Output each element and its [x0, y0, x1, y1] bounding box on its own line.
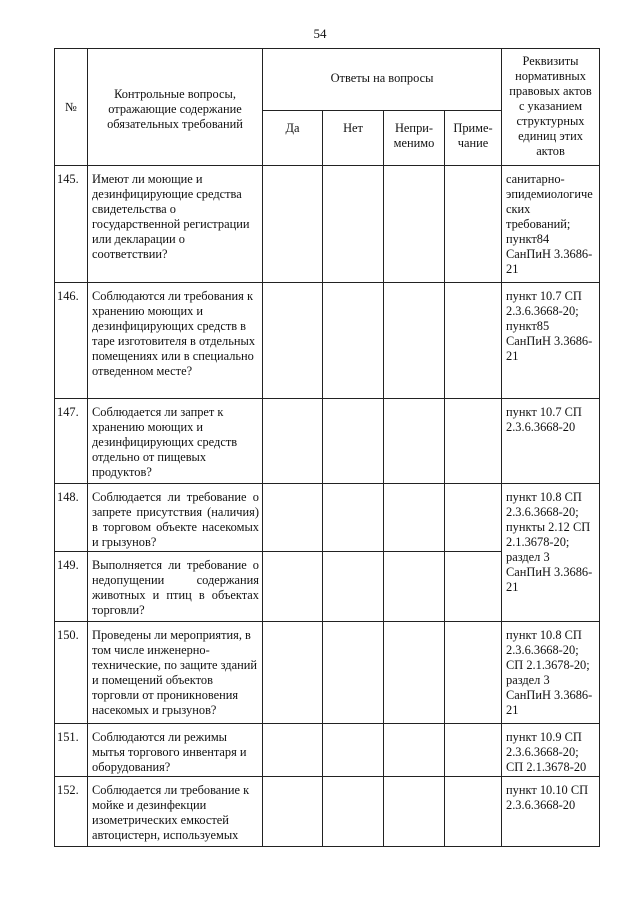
table-row	[55, 724, 600, 777]
answer-na-cell[interactable]	[384, 484, 445, 552]
row-number: 147.	[55, 399, 88, 484]
page-number: 54	[313, 26, 327, 41]
row-requisites	[502, 283, 600, 399]
answer-note-cell[interactable]	[445, 622, 502, 724]
answer-yes-cell[interactable]	[263, 777, 323, 847]
row-question: Соблюдается ли требование к мойке и дезинфекции изометрических емкостей автоцистерн, используемых	[88, 777, 263, 847]
header-number: №	[55, 49, 88, 166]
checklist-table	[54, 48, 600, 847]
header-requisites	[502, 49, 600, 166]
answer-note-cell[interactable]	[445, 777, 502, 847]
answer-note-cell[interactable]	[445, 399, 502, 484]
row-requisites	[502, 166, 600, 283]
requisite-line: СП 2.1.3678-20	[506, 760, 587, 774]
answer-no-cell[interactable]	[323, 777, 384, 847]
row-question: Соблюдается ли запрет к хранению моющих и дезинфицирующих средств отдельно от пищевых продуктов?	[88, 399, 263, 484]
requisite-line: санитарно-	[506, 172, 565, 186]
row-question: Соблюдается ли требование о запрете присутствия (наличия) в торговом объекте насекомых и грызунов?	[88, 484, 263, 552]
requisite-line: 2.3.6.3668-20;	[506, 505, 579, 519]
requisite-line: СанПиН 3.3686-	[506, 565, 593, 579]
table-row	[55, 166, 600, 283]
table-row	[55, 777, 600, 847]
requisite-line: пункт 10.7 СП	[506, 405, 582, 419]
requisite-line: СанПиН 3.3686-	[506, 334, 593, 348]
requisite-line: требований;	[506, 217, 571, 231]
header-requisites-line: нормативных	[515, 69, 586, 83]
requisite-line: раздел 3	[506, 550, 550, 564]
requisite-line: пункты 2.12 СП	[506, 520, 591, 534]
answer-yes-cell[interactable]	[263, 552, 323, 622]
header-no: Нет	[323, 111, 384, 166]
row-number: 149.	[55, 552, 88, 622]
answer-note-cell[interactable]	[445, 484, 502, 552]
requisite-line: СанПиН 3.3686-	[506, 247, 593, 261]
answer-yes-cell[interactable]	[263, 724, 323, 777]
requisite-line: ских	[506, 202, 531, 216]
answer-note-cell[interactable]	[445, 166, 502, 283]
answer-yes-cell[interactable]	[263, 283, 323, 399]
header-not-applicable	[384, 111, 445, 166]
answer-no-cell[interactable]	[323, 724, 384, 777]
row-number: 152.	[55, 777, 88, 847]
answer-na-cell[interactable]	[384, 166, 445, 283]
row-question: Проведены ли мероприятия, в том числе инженерно-технические, по защите зданий и помещений объектов торговли от проникновения насекомых и грызунов?	[88, 622, 263, 724]
requisite-line: 2.3.6.3668-20	[506, 798, 576, 812]
header-note-line: чание	[457, 136, 489, 150]
answer-na-cell[interactable]	[384, 399, 445, 484]
row-requisites	[502, 399, 600, 484]
requisite-line: 2.3.6.3668-20;	[506, 745, 579, 759]
table-row	[55, 484, 600, 552]
row-number: 151.	[55, 724, 88, 777]
header-requisites-line: актов	[536, 144, 565, 158]
answer-yes-cell[interactable]	[263, 166, 323, 283]
row-requisites	[502, 777, 600, 847]
header-requisites-line: с указанием	[518, 99, 583, 113]
row-number: 150.	[55, 622, 88, 724]
row-question: Выполняется ли требование о недопущении содержания животных и птиц в объектах торговли?	[88, 552, 263, 622]
requisite-line: раздел 3	[506, 673, 550, 687]
table-row	[55, 622, 600, 724]
requisite-line: 2.1.3678-20;	[506, 535, 570, 549]
answer-na-cell[interactable]	[384, 622, 445, 724]
answer-no-cell[interactable]	[323, 552, 384, 622]
requisite-line: 2.3.6.3668-20;	[506, 643, 579, 657]
header-yes: Да	[263, 111, 323, 166]
requisite-line: СП 2.1.3678-20;	[506, 658, 590, 672]
row-number: 146.	[55, 283, 88, 399]
header-row	[55, 49, 600, 111]
header-not-applicable-line: менимо	[393, 136, 435, 150]
requisite-line: 21	[506, 580, 519, 594]
answer-note-cell[interactable]	[445, 283, 502, 399]
header-not-applicable-line: Непри-	[394, 121, 434, 135]
header-requisites-line: правовых актов	[509, 84, 592, 98]
requisite-line: пункт 10.7 СП	[506, 289, 582, 303]
answer-yes-cell[interactable]	[263, 399, 323, 484]
answer-na-cell[interactable]	[384, 724, 445, 777]
answer-no-cell[interactable]	[323, 622, 384, 724]
row-question: Имеют ли моющие и дезинфицирующие средства свидетельства о государственной регистрации или декларации о соответствии?	[88, 166, 263, 283]
header-requisites-line: Реквизиты	[522, 54, 579, 68]
header-requisites-line: единиц этих	[518, 129, 583, 143]
answer-no-cell[interactable]	[323, 484, 384, 552]
answer-yes-cell[interactable]	[263, 622, 323, 724]
header-answers: Ответы на вопросы	[263, 49, 502, 111]
answer-yes-cell[interactable]	[263, 484, 323, 552]
answer-note-cell[interactable]	[445, 552, 502, 622]
requisite-line: пункт85	[506, 319, 550, 333]
row-requisites	[502, 724, 600, 777]
row-requisites	[502, 622, 600, 724]
requisite-line: 21	[506, 703, 519, 717]
requisite-line: пункт 10.10 СП	[506, 783, 589, 797]
requisite-line: 21	[506, 262, 519, 276]
header-question: Контрольные вопросы, отражающие содержание обязательных требований	[88, 49, 263, 166]
answer-na-cell[interactable]	[384, 777, 445, 847]
answer-na-cell[interactable]	[384, 552, 445, 622]
answer-no-cell[interactable]	[323, 166, 384, 283]
answer-note-cell[interactable]	[445, 724, 502, 777]
requisite-line: пункт 10.9 СП	[506, 730, 582, 744]
row-requisites	[502, 484, 600, 622]
row-number: 148.	[55, 484, 88, 552]
answer-no-cell[interactable]	[323, 399, 384, 484]
requisite-line: 21	[506, 349, 519, 363]
row-number: 145.	[55, 166, 88, 283]
header-note-line: Приме-	[453, 121, 493, 135]
row-question: Соблюдаются ли требования к хранению моющих и дезинфицирующих средств в таре изготовителя в отдельных помещениях или в специально отведенном месте?	[88, 283, 263, 399]
answer-na-cell[interactable]	[384, 283, 445, 399]
requisite-line: пункт84	[506, 232, 550, 246]
requisite-line: пункт 10.8 СП	[506, 628, 582, 642]
requisite-line: СанПиН 3.3686-	[506, 688, 593, 702]
requisite-line: 2.3.6.3668-20;	[506, 304, 579, 318]
requisite-line: 2.3.6.3668-20	[506, 420, 576, 434]
table-row	[55, 283, 600, 399]
requisite-line: эпидемиологиче	[506, 187, 593, 201]
table-row	[55, 399, 600, 484]
answer-no-cell[interactable]	[323, 283, 384, 399]
row-question: Соблюдаются ли режимы мытья торгового инвентаря и оборудования?	[88, 724, 263, 777]
requisite-line: пункт 10.8 СП	[506, 490, 582, 504]
header-requisites-line: структурных	[516, 114, 585, 128]
header-note	[445, 111, 502, 166]
